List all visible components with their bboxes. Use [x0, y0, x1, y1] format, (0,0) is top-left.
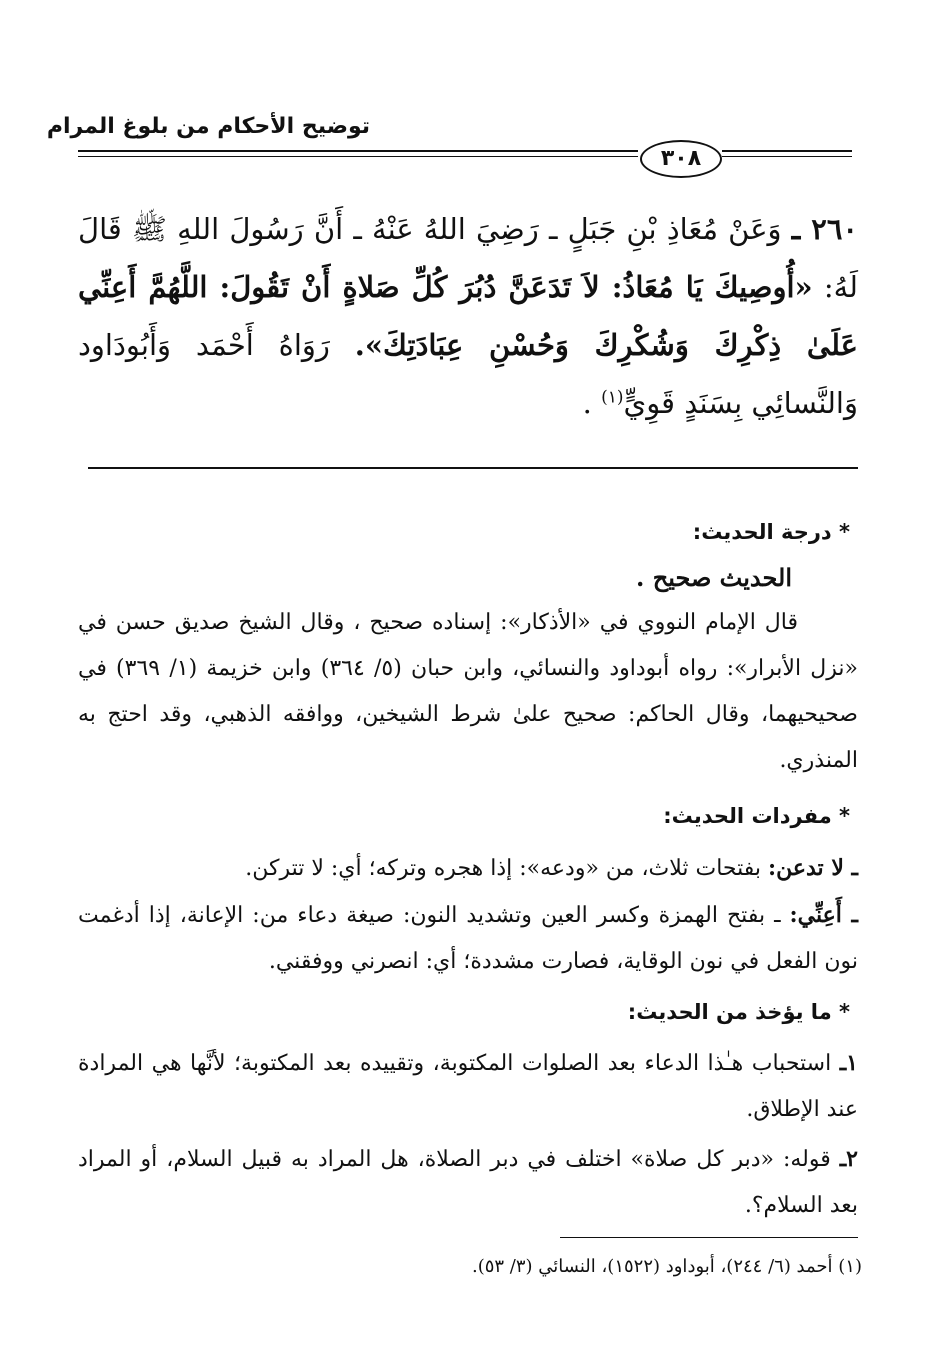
lesson-number: ٢ـ: [839, 1146, 858, 1172]
grade-heading: * درجة الحديث:: [692, 520, 850, 544]
hadith-quote: «أُوصِيكَ يَا مُعَاذُ: لاَ تَدَعَنَّ دُبُرَ كُلِّ صَلاةٍ أَنْ تَقُولَ: اللَّهُمَّ أَعِنِّي عَلَىٰ ذِكْرِكَ وَشُكْرِكَ وَحُسْنِ عِبَادَتِكَ».: [78, 270, 858, 362]
vocabulary-term: ـ لا تدعن:: [768, 855, 858, 881]
lesson-number: ١ـ: [839, 1050, 858, 1076]
hadith-number: ٢٦٠ ـ: [791, 212, 859, 246]
footnote-reference: (١): [601, 387, 624, 408]
vocabulary-term: ـ أَعِنِّي:: [789, 902, 859, 928]
vocabulary-item: [78, 845, 858, 892]
lessons-heading: * ما يؤخذ من الحديث:: [627, 1000, 850, 1024]
header-rule-right-thin: [722, 156, 852, 157]
header-rule-left-thin: [78, 156, 638, 157]
hadith-text: [78, 200, 858, 432]
book-title: توضيح الأحكام من بلوغ المرام: [46, 114, 370, 139]
grade-verdict: الحديث صحيح .: [636, 563, 792, 592]
lesson-text: استحباب هـٰذا الدعاء بعد الصلوات المكتوبة، وتقييده بعد المكتوبة؛ لأنَّها هي المرادة عند الإطلاق.: [78, 1051, 858, 1122]
vocabulary-heading: * مفردات الحديث:: [663, 804, 850, 828]
hadith-narration: رَوَاهُ أَحْمَد وَأَبُودَاود وَالنَّسائِي بِسَنَدٍ قَوِيٍّ: [78, 328, 858, 420]
lesson-text: قوله: «دبر كل صلاة» اختلف في دبر الصلاة، هل المراد به قبيل السلام، أو المراد بعد السلام؟.: [78, 1147, 858, 1218]
lesson-item: [78, 1040, 858, 1133]
vocabulary-item: [78, 892, 858, 985]
header-rule-left: [78, 150, 638, 152]
page-number: ٣٠٨: [640, 140, 722, 178]
grade-text: قال الإمام النووي في «الأذكار»: إسناده صحيح ، وقال الشيخ صديق حسن في «نزل الأبرار»: رواه أبوداود والنسائي، وابن حبان (٥/ ٣٦٤) وابن خزيمة (١/ ٣٦٩) في صحيحيهما، وقال الحاكم: صحيح علىٰ شرط الشيخين، ووافقه الذهبي، وقد احتج به المنذري.: [78, 610, 859, 773]
header-rule-right: [722, 150, 852, 152]
hadith-intro: وَعَنْ مُعَاذِ بْنِ جَبَلٍ ـ رَضِيَ اللهُ عَنْهُ ـ أَنَّ رَسُولَ اللهِ ﷺ قَالَ لَهُ:: [78, 212, 859, 304]
vocabulary-definition: بفتحات ثلاث، من «ودعه»: إذا هجره وتركه؛ أي: لا تتركن.: [245, 856, 762, 881]
section-divider: [88, 467, 858, 469]
hadith-end: .: [582, 386, 592, 420]
footnote: (١) أحمد (٦/ ٢٤٤)، أبوداود (١٥٢٢)، النسائي (٣/ ٥٣).: [471, 1256, 862, 1277]
lesson-item: [78, 1136, 858, 1229]
footnote-rule: [560, 1237, 858, 1238]
vocabulary-definition: ـ بفتح الهمزة وكسر العين وتشديد النون: صيغة دعاء من: الإعانة، إذا أدغمت نون الفعل في نون الوقاية، فصارت مشددة؛ أي: انصرني ووفقني.: [78, 903, 858, 974]
